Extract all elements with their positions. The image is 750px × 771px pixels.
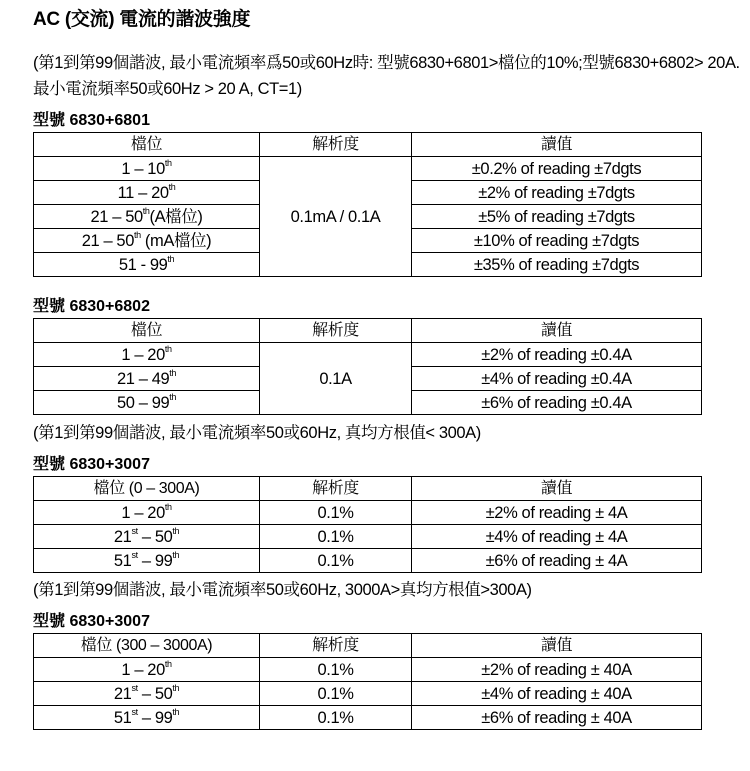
model-label-3007-high: 型號 6830+3007 [33,613,150,630]
range-cell: 21st – 50th [34,682,260,706]
table-row [34,682,702,706]
resolution-cell: 0.1% [260,525,412,549]
range-cell: 21 – 50th (mA檔位) [34,229,260,253]
range-cell: 1 – 10th [34,157,260,181]
header-resolution: 解析度 [260,477,412,501]
reading-cell: ±6% of reading ±0.4A [412,391,702,415]
range-cell: 21 – 50th(A檔位) [34,205,260,229]
model-label-3007-low: 型號 6830+3007 [33,456,150,473]
table-header-row [34,477,702,501]
spec-table-6801 [33,132,702,277]
table-row [34,549,702,573]
resolution-cell: 0.1A [260,343,412,415]
page-title: AC (交流) 電流的諧波強度 [33,9,251,30]
resolution-cell: 0.1% [260,501,412,525]
reading-cell: ±5% of reading ±7dgts [412,205,702,229]
table-row [34,706,702,730]
header-range: 檔位 [34,319,260,343]
range-cell: 1 – 20th [34,658,260,682]
header-reading: 讀值 [412,477,702,501]
resolution-cell: 0.1% [260,682,412,706]
reading-cell: ±2% of reading ± 4A [412,501,702,525]
range-cell: 51st – 99th [34,549,260,573]
header-resolution: 解析度 [260,319,412,343]
model-label-6801: 型號 6830+6801 [33,112,150,129]
range-cell: 1 – 20th [34,343,260,367]
range-cell: 51 - 99th [34,253,260,277]
header-resolution: 解析度 [260,634,412,658]
harmonic-note-low: (第1到第99個諧波, 最小電流頻率50或60Hz, 真均方根值< 300A) [33,424,481,442]
header-range: 檔位 (0 – 300A) [34,477,260,501]
reading-cell: ±35% of reading ±7dgts [412,253,702,277]
reading-cell: ±4% of reading ±0.4A [412,367,702,391]
range-cell: 50 – 99th [34,391,260,415]
resolution-cell: 0.1mA / 0.1A [260,157,412,277]
range-cell: 21st – 50th [34,525,260,549]
header-reading: 讀值 [412,319,702,343]
spec-table-6802 [33,318,702,415]
reading-cell: ±10% of reading ±7dgts [412,229,702,253]
reading-cell: ±4% of reading ± 40A [412,682,702,706]
reading-cell: ±6% of reading ± 40A [412,706,702,730]
harmonic-note-high: (第1到第99個諧波, 最小電流頻率50或60Hz, 3000A>真均方根值>300A) [33,581,532,599]
reading-cell: ±2% of reading ±0.4A [412,343,702,367]
reading-cell: ±0.2% of reading ±7dgts [412,157,702,181]
table-row [34,501,702,525]
reading-cell: ±2% of reading ± 40A [412,658,702,682]
spec-table-3007-high [33,633,702,730]
range-cell: 51st – 99th [34,706,260,730]
table-header-row [34,319,702,343]
model-label-6802: 型號 6830+6802 [33,298,150,315]
header-range: 檔位 [34,133,260,157]
reading-cell: ±6% of reading ± 4A [412,549,702,573]
table-row [34,157,702,181]
spec-table-3007-low [33,476,702,573]
range-cell: 11 – 20th [34,181,260,205]
resolution-cell: 0.1% [260,658,412,682]
resolution-cell: 0.1% [260,549,412,573]
reading-cell: ±2% of reading ±7dgts [412,181,702,205]
table-row [34,525,702,549]
table-header-row [34,634,702,658]
header-reading: 讀值 [412,133,702,157]
table-row [34,658,702,682]
table-header-row [34,133,702,157]
header-range: 檔位 (300 – 3000A) [34,634,260,658]
intro-note: (第1到第99個諧波, 最小電流頻率爲50或60Hz時: 型號6830+6801>檔位的10%;型號6830+6802> 20A. 最小電流頻率50或60Hz > 20 A, CT=1) [33,54,740,98]
range-cell: 1 – 20th [34,501,260,525]
table-row [34,343,702,367]
header-reading: 讀值 [412,634,702,658]
resolution-cell: 0.1% [260,706,412,730]
reading-cell: ±4% of reading ± 4A [412,525,702,549]
range-cell: 21 – 49th [34,367,260,391]
header-resolution: 解析度 [260,133,412,157]
